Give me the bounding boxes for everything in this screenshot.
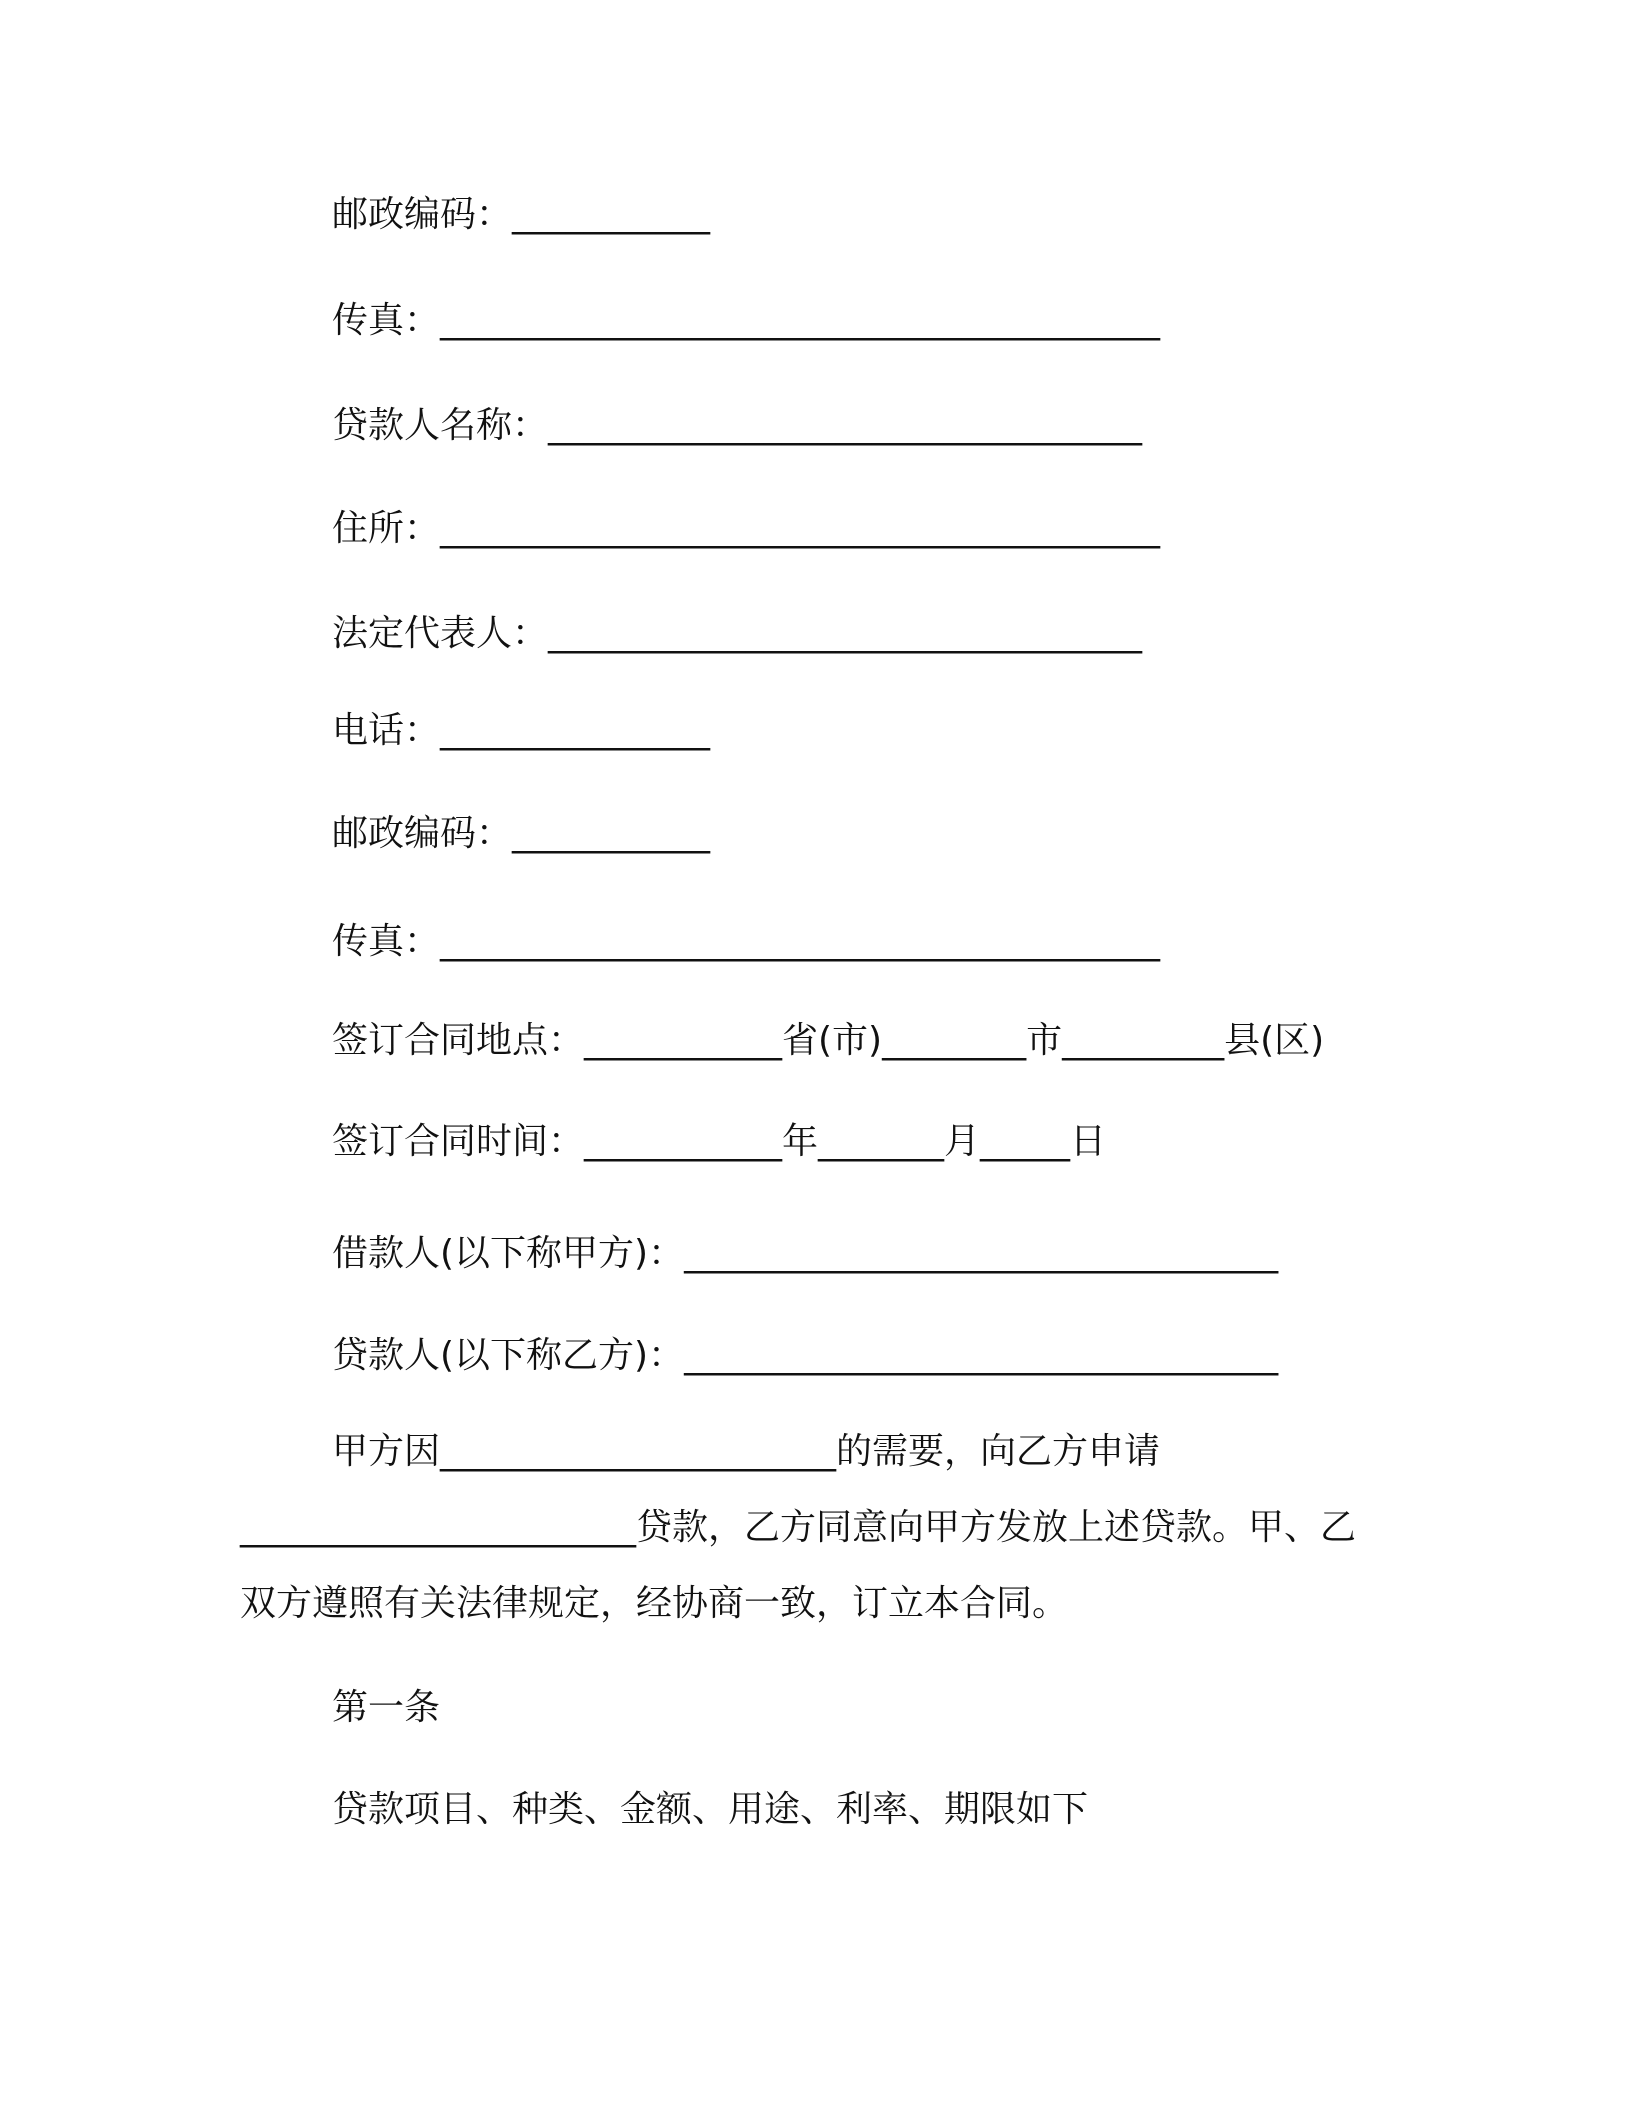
intro-paragraph [240,1414,1390,1642]
signing-place-line: 签订合同地点：___________省(市)________市_________县(区) [332,1020,1325,1061]
borrower-line: 借款人(以下称甲方)：_________________________________ [332,1233,1279,1274]
fax-line-2: 传真：________________________________________ [332,921,1161,962]
signing-date-line: 签订合同时间：___________年_______月_____日 [332,1121,1107,1162]
intro-paragraph-text: 甲方因______________________的需要，向乙方申请______________________贷款，乙方同意向甲方发放上述贷款。甲、乙双方遵照有关法律规定，经协商一致，订立本合同。 [240,1431,1357,1624]
fax-line-1: 传真：________________________________________ [332,300,1161,341]
lender-name-line: 贷款人名称：_________________________________ [332,405,1143,446]
postal-code-line-1: 邮政编码：___________ [332,194,711,235]
article-title: 第一条 [332,1687,441,1728]
lender-line: 贷款人(以下称乙方)：_________________________________ [332,1335,1279,1376]
address-line: 住所：________________________________________ [332,508,1161,549]
legal-representative-line: 法定代表人：_________________________________ [332,613,1143,654]
article-text: 贷款项目、种类、金额、用途、利率、期限如下 [332,1789,1089,1830]
postal-code-line-2: 邮政编码：___________ [332,813,711,854]
phone-line: 电话：_______________ [332,710,711,751]
